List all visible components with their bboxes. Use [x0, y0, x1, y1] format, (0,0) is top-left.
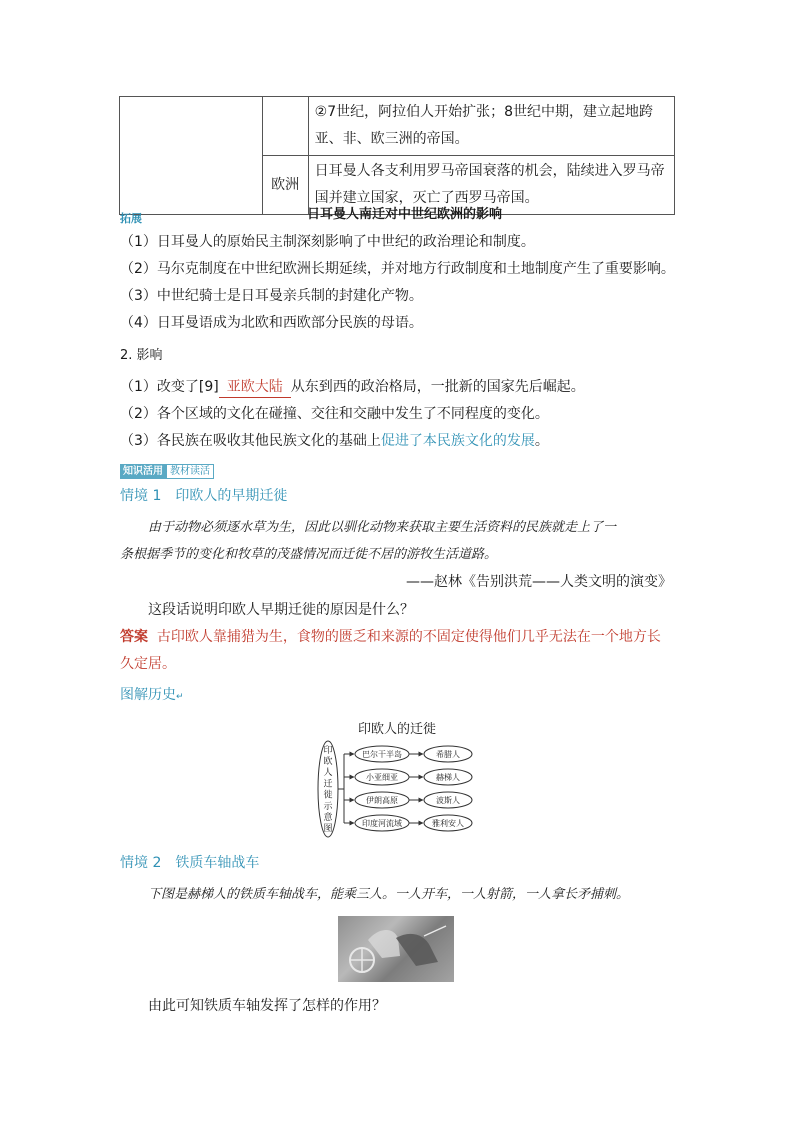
expand-tag-wrap [120, 207, 142, 226]
table-cell-empty [120, 97, 263, 215]
knowledge-tag: 知识活用 [120, 464, 166, 479]
origin-label: 伊朗高原 [366, 796, 398, 805]
vertical-label-char: 欧 [323, 757, 333, 767]
table-row [120, 97, 675, 156]
impact-item-3 [120, 428, 549, 455]
expand-title: 日耳曼人南迁对中世纪欧洲的影响 [307, 207, 503, 222]
impact-item-3-prefix: （3）各民族在吸收其他民族文化的基础上 [120, 433, 381, 449]
vertical-label-char: 意 [323, 813, 333, 823]
vertical-label-char: 人 [323, 768, 333, 779]
people-label: 赫梯人 [436, 773, 460, 782]
regions-table [119, 96, 675, 215]
table-cell [308, 97, 674, 156]
scenario-2-question: 由此可知铁质车轴发挥了怎样的作用？ [148, 998, 386, 1014]
quote-source: ——赵林《告别洪荒——人类文明的演变》 [406, 574, 672, 590]
impact-item-3-suffix: 。 [534, 433, 549, 449]
expand-item: （4）日耳曼语成为北欧和西欧部分民族的母语。 [120, 315, 423, 331]
diagram-section-text: 图解历史 [120, 687, 176, 703]
textbook-tag: 教材读活 [166, 464, 214, 479]
diagram-section-label [120, 682, 184, 711]
impact-item-1-suffix: 从东到西的政治格局，一批新的国家先后崛起。 [290, 379, 585, 395]
leaf-icon: ↵ [176, 692, 184, 702]
scenario-1-heading: 情境 1 印欧人的早期迁徙 [120, 488, 288, 504]
vertical-label-char: 示 [323, 801, 333, 812]
people-label: 波斯人 [436, 796, 460, 805]
section-tags [120, 459, 214, 479]
origin-label: 印度河流域 [362, 819, 402, 828]
table-cell-empty [262, 97, 308, 156]
impact-item-3-highlight: 促进了本民族文化的发展 [380, 433, 535, 449]
quote-line: 条根据季节的变化和牧草的茂盛情况而迁徙不居的游牧生活道路。 [120, 547, 498, 562]
table-text: 国并建立国家，灭亡了西罗马帝国。 [314, 190, 539, 206]
people-label: 希腊人 [436, 750, 460, 759]
expand-item: （1）日耳曼人的原始民主制深刻影响了中世纪的政治理论和制度。 [120, 234, 535, 250]
vertical-label-char: 徙 [323, 790, 333, 801]
region-label: 欧洲 [271, 176, 300, 193]
chariot-relief-drawing [338, 916, 454, 982]
origin-label: 小亚细亚 [366, 773, 398, 782]
scenario-2-heading: 情境 2 铁质车轴战车 [120, 855, 260, 871]
fill-blank-answer: 亚欧大陆 [219, 377, 291, 398]
scenario-1-question: 这段话说明印欧人早期迁徙的原因是什么？ [148, 602, 414, 618]
migration-diagram [310, 738, 485, 840]
answer-line [120, 624, 661, 651]
quote-line: 由于动物必须逐水草为生，因此以驯化动物来获取主要生活资料的民族就走上了一 [148, 520, 617, 535]
diagram-vertical-label [323, 744, 333, 834]
table-text: 日耳曼人各支利用罗马帝国衰落的机会，陆续进入罗马帝 [314, 163, 665, 179]
impact-item-1 [120, 374, 585, 401]
chariot-relief-image [338, 916, 454, 982]
expand-tag: 拓展 [120, 212, 142, 225]
diagram-title: 印欧人的迁徙 [358, 722, 437, 737]
impact-item-2: （2）各个区域的文化在碰撞、交往和交融中发生了不同程度的变化。 [120, 406, 549, 422]
answer-label: 答案 [120, 629, 148, 645]
people-label: 雅利安人 [432, 819, 464, 828]
expand-item: （2）马尔克制度在中世纪欧洲长期延续，并对地方行政制度和土地制度产生了重要影响。 [120, 261, 675, 277]
impact-heading: 2. 影响 [120, 348, 163, 363]
origin-label: 巴尔干半岛 [362, 750, 402, 759]
expand-item: （3）中世纪骑士是日耳曼亲兵制的封建化产物。 [120, 288, 423, 304]
table-text: ②7世纪，阿拉伯人开始扩张；8世纪中期，建立起地跨 [314, 104, 654, 120]
vertical-label-char: 图 [323, 824, 333, 835]
vertical-label-char: 迁 [323, 779, 333, 790]
table-text: 亚、非、欧三洲的帝国。 [314, 131, 469, 147]
impact-item-1-prefix: （1）改变了[9] [120, 379, 219, 395]
answer-text: 古印欧人靠捕猎为生，食物的匮乏和来源的不固定使得他们几乎无法在一个地方长 [156, 629, 661, 645]
answer-text-cont: 久定居。 [120, 656, 176, 672]
table-cell [262, 156, 308, 215]
vertical-label-char: 印 [323, 745, 333, 756]
scenario-2-caption: 下图是赫梯人的铁质车轴战车，能乘三人。一人开车，一人射箭，一人拿长矛捕刺。 [148, 887, 630, 902]
